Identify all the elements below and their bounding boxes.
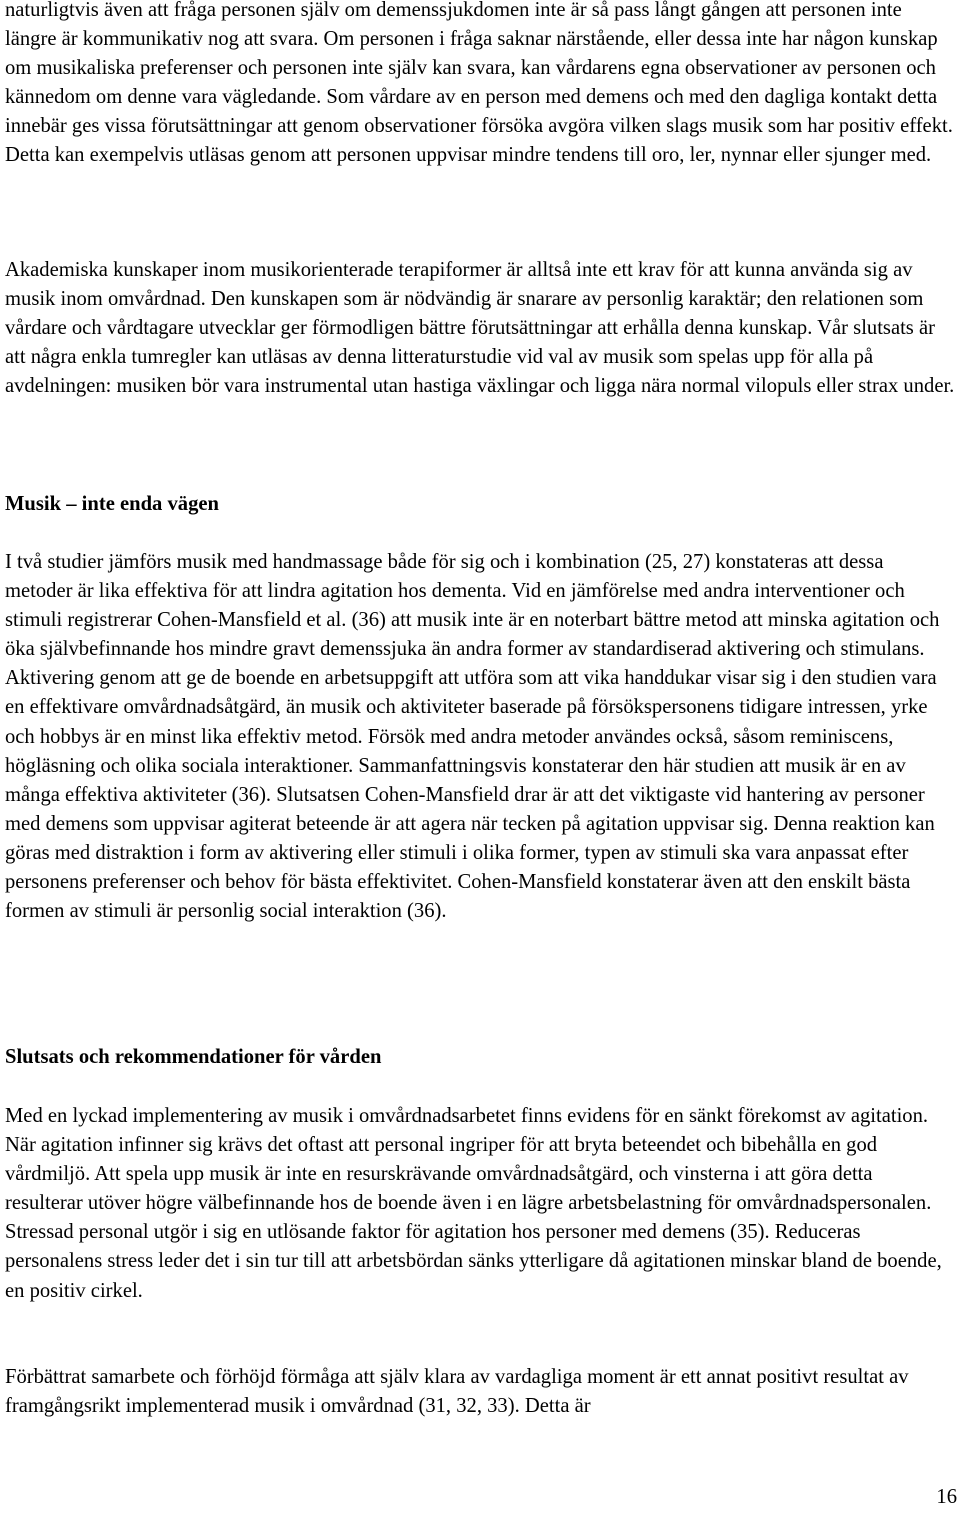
paragraph-musical-preferences: naturligtvis även att fråga personen själv om demenssjukdomen inte är så pass långt gången att personen inte längre är kommunikativ nog att svara. Om personen i fråga saknar närstående, eller dessa inte har någon kunskap om musikaliska preferenser och personen inte själv kan svara, kan vårdarens egna observationer av personen och kännedom om denne vara vägledande. Som vårdare av en person med demens och med den dagliga kontakt detta innebär ges vissa förutsättningar att genom observationer försöka avgöra vilken slags musik som har positiv effekt. Detta kan exempelvis utläsas genom att personen uppvisar mindre tendens till oro, ler, nynnar eller sjunger med. — [5, 0, 953, 167]
section-heading-musik-inte-enda-vagen: Musik – inte enda vägen — [5, 493, 219, 515]
paragraph-implementation: Med en lyckad implementering av musik i omvårdnadsarbetet finns evidens för en sänkt förekomst av agitation. När agitation infinner sig krävs det oftast att personal ingriper för att bryta beteendet och bibehålla en god vårdmiljö. Att spela upp musik är inte en resurskrävande omvårdnadsåtgärd, och vinsterna i att göra detta resulterar utöver högre välbefinnande hos de boende även i en lägre arbetsbelastning för omvårdnadspersonalen. Stressad personal utgör i sig en utlösande faktor för agitation hos personer med demens (35). Reduceras personalens stress leder det i sin tur till att arbetsbördan sänks ytterligare då agitationen minskar bland de boende, en positiv cirkel. — [5, 1105, 942, 1302]
paragraph-studies-comparison: I två studier jämförs musik med handmassage både för sig och i kombination (25, 27) konstateras att dessa metoder är lika effektiva för att lindra agitation hos dementa. Vid en jämförelse med andra interventioner och stimuli registrerar Cohen-Mansfield et al. (36) att musik inte är en noterbart bättre metod att minska agitation och öka självbefinnande hos mindre gravt demenssjuka än andra former av standardiserad aktivering och stimulans. Aktivering genom att ge de boende en arbetsuppgift att utföra som att vika handdukar visar sig i den studien vara en effektivare omvårdnadsåtgärd, än musik och aktiviteter baserade på försökspersonens tidigare intressen, yrke och hobbys är en minst lika effektiv metod. Försök med andra metoder användes också, såsom reminiscens, högläsning och olika sociala interaktioner. Sammanfattningsvis konstaterar den här studien att musik är en av många effektiva aktiviteter (36). Slutsatsen Cohen-Mansfield drar är att det viktigaste vid hantering av personer med demens som uppvisar agiterat beteende är att agera när tecken på agitation uppvisar sig. Denna reaktion kan göras med distraktion i form av aktivering eller stimuli i olika former, typen av stimuli ska vara anpassat efter personens preferenser och behov för bästa effektivitet. Cohen-Mansfield konstaterar även att den enskilt bästa formen av stimuli är personlig social interaktion (36). — [5, 551, 940, 923]
page-number: 16 — [936, 1486, 957, 1508]
paragraph-improved-cooperation: Förbättrat samarbete och förhöjd förmåga att själv klara av vardagliga moment är ett annat positivt resultat av framgångsrikt implementerad musik i omvårdnad (31, 32, 33). Detta är — [5, 1366, 909, 1418]
section-heading-slutsats: Slutsats och rekommendationer för vården — [5, 1046, 382, 1068]
paragraph-academic-knowledge: Akademiska kunskaper inom musikorienterade terapiformer är alltså inte ett krav för att kunna använda sig av musik inom omvårdnad. Den kunskapen som är nödvändig är snarare av personlig karaktär; den relationen som vårdare och vårdtagare utvecklar ger förmodligen bättre förutsättningar att erhålla denna kunskap. Vår slutsats är att några enkla tumregler kan utläsas av denna litteraturstudie vid val av musik som spelas upp för alla på avdelningen: musiken bör vara instrumental utan hastiga växlingar och ligga nära normal vilopuls eller strax under. — [5, 259, 955, 398]
